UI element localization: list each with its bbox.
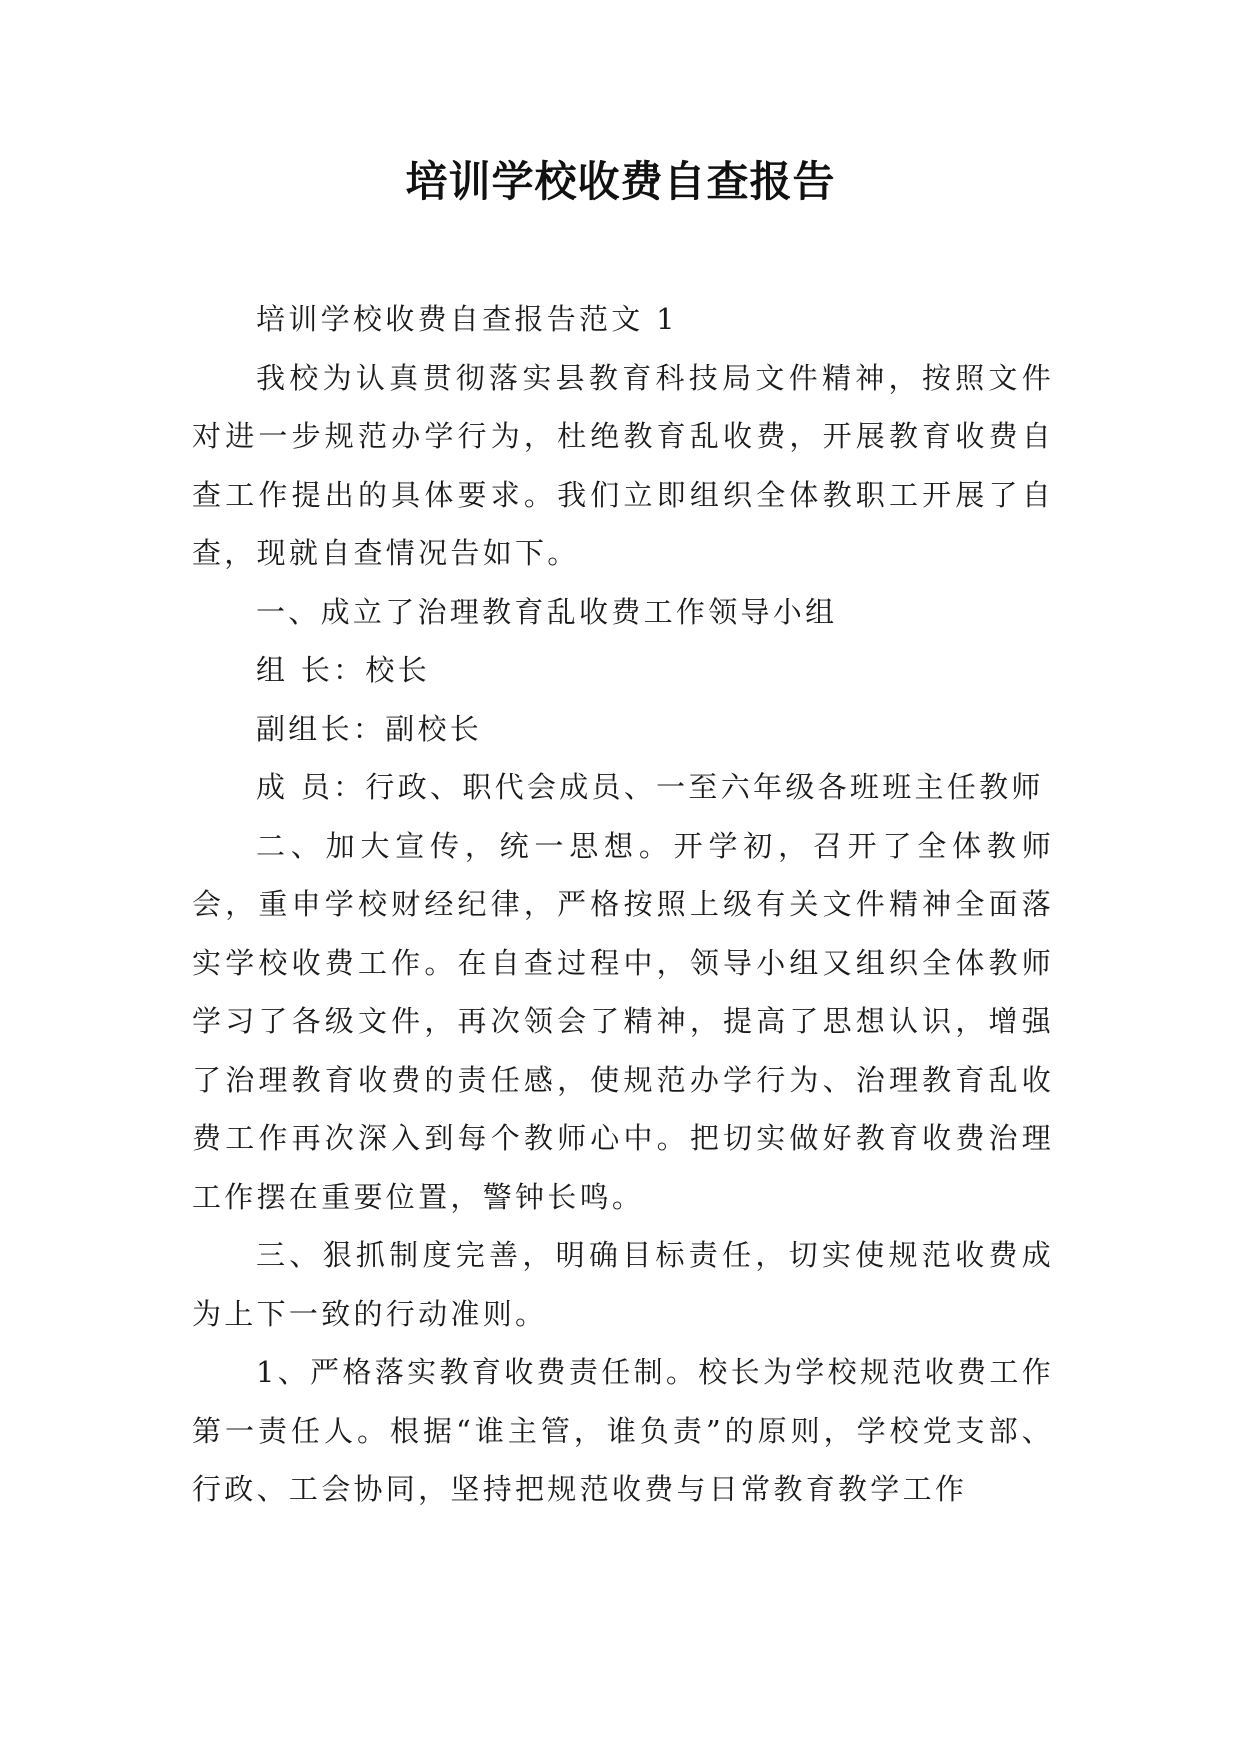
paragraph-section-3: 三、狠抓制度完善，明确目标责任，切实使规范收费成为上下一致的行动准则。 (192, 1238, 1054, 1331)
paragraph-members: 成 员：行政、职代会成员、一至六年级各班班主任教师 (256, 770, 1044, 804)
paragraph-subtitle: 培训学校收费自查报告范文 1 (256, 302, 678, 336)
paragraph-intro: 我校为认真贯彻落实县教育科技局文件精神，按照文件对进一步规范办学行为，杜绝教育乱收费，开展教育收费自查工作提出的具体要求。我们立即组织全体教职工开展了自查，现就自查情况告如下。 (192, 360, 1054, 570)
paragraph-group-leader: 组 长：校长 (256, 653, 431, 687)
document-body (192, 290, 1054, 1519)
paragraph-item-1: 1、严格落实教育收费责任制。校长为学校规范收费工作第一责任人。根据“谁主管，谁负责”的原则，学校党支部、行政、工会协同，坚持把规范收费与日常教育教学工作 (192, 1355, 1054, 1506)
document-title: 培训学校收费自查报告 (405, 157, 836, 206)
paragraph-section-1: 一、成立了治理教育乱收费工作领导小组 (256, 594, 838, 629)
paragraph-deputy-leader: 副组长：副校长 (256, 711, 483, 746)
paragraph-section-2: 二、加大宣传，统一思想。开学初，召开了全体教师会，重申学校财经纪律，严格按照上级有关文件精神全面落实学校收费工作。在自查过程中，领导小组又组织全体教师学习了各级文件，再次领会了精神，提高了思想认识，增强了治理教育收费的责任感，使规范办学行为、治理教育乱收费工作再次深入到每个教师心中。把切实做好教育收费治理工作摆在重要位置，警钟长鸣。 (192, 828, 1054, 1214)
